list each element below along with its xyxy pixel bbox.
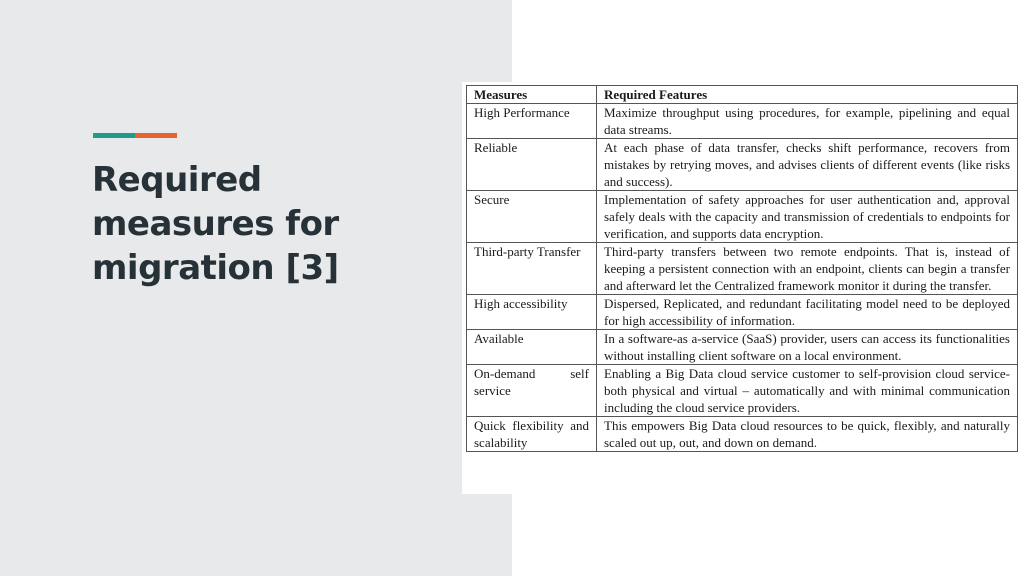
feature-cell: Third-party transfers between two remote endpoints. That is, instead of keeping a persistent connection with an endpoint, clients can begin a transfer and afterward let the Centralized framework monitor it during the transfer.: [597, 243, 1018, 295]
accent-bar-orange: [135, 133, 177, 138]
measure-cell: Quick flexibility and scalability: [467, 417, 597, 452]
measure-cell: Third-party Transfer: [467, 243, 597, 295]
feature-cell: At each phase of data transfer, checks shift performance, recovers from mistakes by retrying moves, and advises clients of different events (like risks and success).: [597, 139, 1018, 191]
table-row: [467, 365, 1018, 417]
measures-table: [466, 85, 1018, 452]
measure-cell: High accessibility: [467, 295, 597, 330]
table-row: [467, 139, 1018, 191]
measure-cell: Secure: [467, 191, 597, 243]
table-row: [467, 417, 1018, 452]
table-row: [467, 191, 1018, 243]
measure-cell: Available: [467, 330, 597, 365]
measure-cell: High Performance: [467, 104, 597, 139]
measure-cell: Reliable: [467, 139, 597, 191]
feature-cell: Maximize throughput using procedures, for example, pipelining and equal data streams.: [597, 104, 1018, 139]
table-row: [467, 104, 1018, 139]
table-row: [467, 243, 1018, 295]
feature-cell: Dispersed, Replicated, and redundant facilitating model need to be deployed for high accessibility of information.: [597, 295, 1018, 330]
header-required-features: Required Features: [597, 86, 1018, 104]
measure-cell: On-demand self service: [467, 365, 597, 417]
feature-cell: In a software-as a-service (SaaS) provider, users can access its functionalities without installing client software on a local environment.: [597, 330, 1018, 365]
title-accent-bar: [93, 133, 177, 138]
accent-bar-teal: [93, 133, 135, 138]
measures-table-figure: [462, 82, 1024, 494]
feature-cell: Enabling a Big Data cloud service customer to self-provision cloud service- both physical and virtual – automatically and with minimal communication including the cloud service providers.: [597, 365, 1018, 417]
slide-title: Required measures for migration [3]: [92, 160, 339, 288]
header-measures: Measures: [467, 86, 597, 104]
table-header-row: [467, 86, 1018, 104]
feature-cell: Implementation of safety approaches for user authentication and, approval safely deals with the capacity and transmission of credentials to endpoints for verification, and supports data encryption.: [597, 191, 1018, 243]
feature-cell: This empowers Big Data cloud resources to be quick, flexibly, and naturally scaled out up, out, and down on demand.: [597, 417, 1018, 452]
table-row: [467, 330, 1018, 365]
table-row: [467, 295, 1018, 330]
